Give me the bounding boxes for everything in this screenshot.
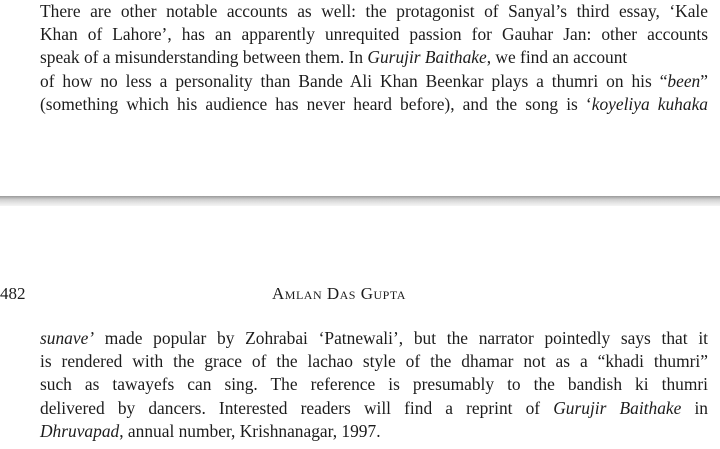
page-divider [0, 196, 720, 206]
text-line: delivered by dancers. Interested readers will find a reprint of Gurujir Baithake in [40, 397, 708, 418]
text-line: There are other notable accounts as well: the protagonist of Sanyal’s third essay, ‘Kale [40, 1, 708, 21]
page-number: 482 [0, 284, 26, 303]
text-line: Khan of Lahore’, has an apparently unrequited passion for Gauhar Jan: other accounts [40, 24, 708, 45]
paragraph-bottom [40, 327, 708, 443]
text-line: (something which his audience has never heard before), and the song is ‘koyeliya kuhaka [40, 93, 708, 114]
text-line: Dhruvapad, annual number, Krishnanagar, 1997. [40, 420, 381, 441]
page-top [0, 0, 720, 196]
text-line: such as tawayefs can sing. The reference is presumably to the bandish ki thumri [40, 374, 708, 395]
text-line: of how no less a personality than Bande Ali Khan Beenkar plays a thumri on his “been” [40, 70, 708, 91]
text-line: sunave’ made popular by Zohrabai ‘Patnewali’, but the narrator pointedly says that it [40, 328, 708, 348]
text-line: is rendered with the grace of the lachao style of the dhamar not as a “khadi thumri” [40, 351, 708, 372]
text-line: speak of a misunderstanding between them. In Gurujir Baithake, we find an account [40, 47, 628, 68]
running-head: Amlan Das Gupta [272, 284, 406, 303]
paragraph-top [40, 0, 708, 116]
